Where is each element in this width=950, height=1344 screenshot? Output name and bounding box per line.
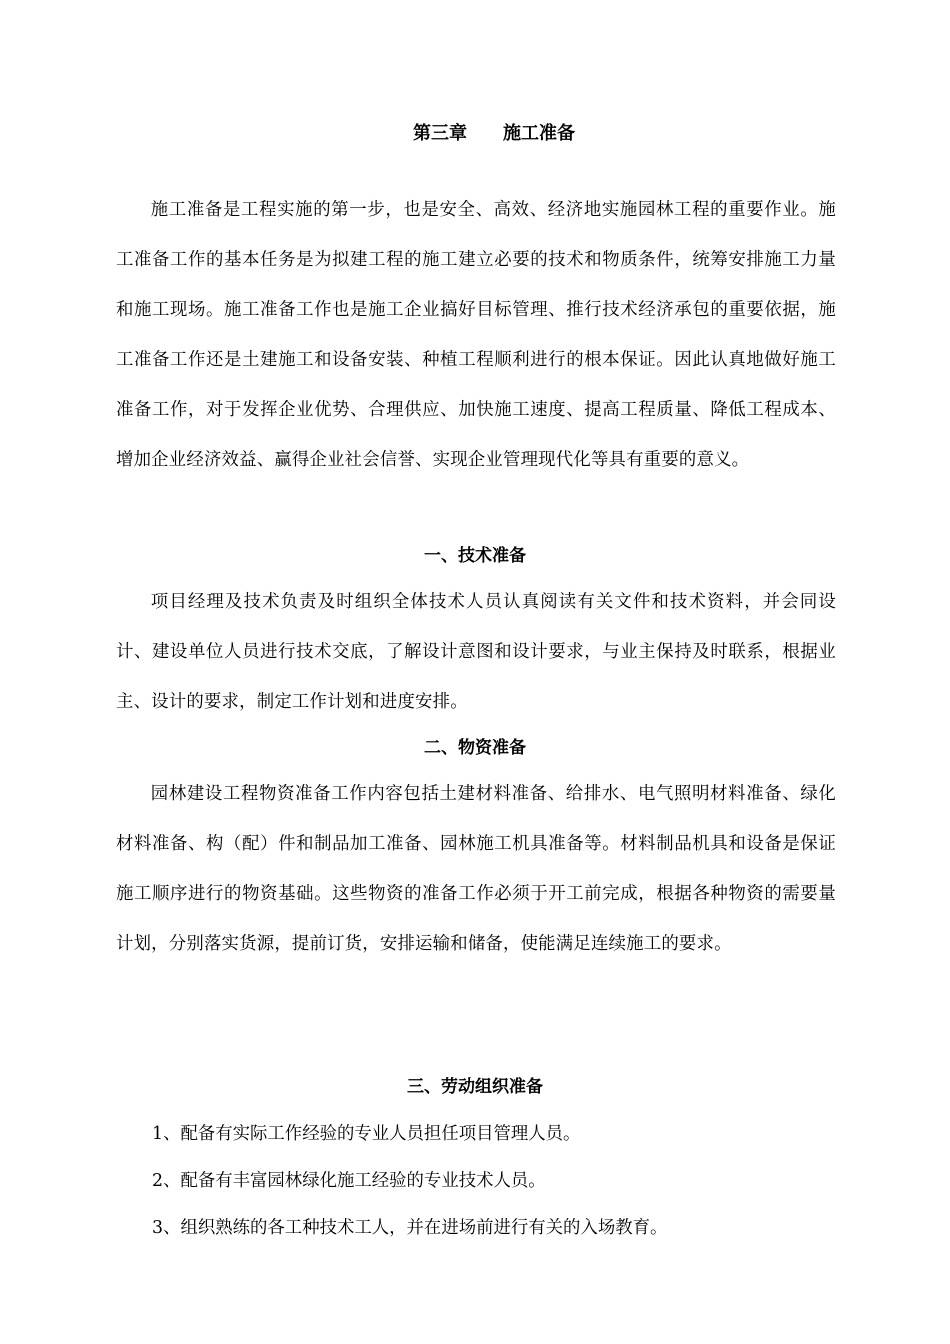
list-item: 3、组织熟练的各工种技术工人，并在进场前进行有关的入场教育。 xyxy=(152,1218,668,1238)
technical-paragraph: 项目经理及技术负责及时组织全体技术人员认真阅读有关文件和技术资料，并会同设计、建设单位人员进行技术交底，了解设计意图和设计要求，与业主保持及时联系，根据业主、设计的要求，制定工作计划和进度安排。 xyxy=(116,592,836,712)
intro-paragraph: 施工准备是工程实施的第一步，也是安全、高效、经济地实施园林工程的重要作业。施工准备工作的基本任务是为拟建工程的施工建立必要的技术和物质条件，统筹安排施工力量和施工现场。施工准备工作也是施工企业搞好目标管理、推行技术经济承包的重要依据，施工准备工作还是土建施工和设备安装、种植工程顺利进行的根本保证。因此认真地做好施工准备工作，对于发挥企业优势、合理供应、加快施工速度、提高工程质量、降低工程成本、增加企业经济效益、赢得企业社会信誉、实现企业管理现代化等具有重要的意义。 xyxy=(116,200,836,470)
section-heading-labor: 三、劳动组织准备 xyxy=(407,1077,543,1097)
section-heading-materials: 二、物资准备 xyxy=(424,738,526,758)
chapter-title: 第三章 施工准备 xyxy=(413,123,575,144)
materials-paragraph: 园林建设工程物资准备工作内容包括土建材料准备、给排水、电气照明材料准备、绿化材料准备、构（配）件和制品加工准备、园林施工机具准备等。材料制品机具和设备是保证施工顺序进行的物资基础。这些物资的准备工作必须于开工前完成，根据各种物资的需要量计划，分别落实货源，提前订货，安排运输和储备，使能满足连续施工的要求。 xyxy=(116,784,836,954)
list-item: 1、配备有实际工作经验的专业人员担任项目管理人员。 xyxy=(152,1124,581,1144)
section-heading-technical: 一、技术准备 xyxy=(424,546,526,566)
list-item: 2、配备有丰富园林绿化施工经验的专业技术人员。 xyxy=(152,1171,546,1191)
